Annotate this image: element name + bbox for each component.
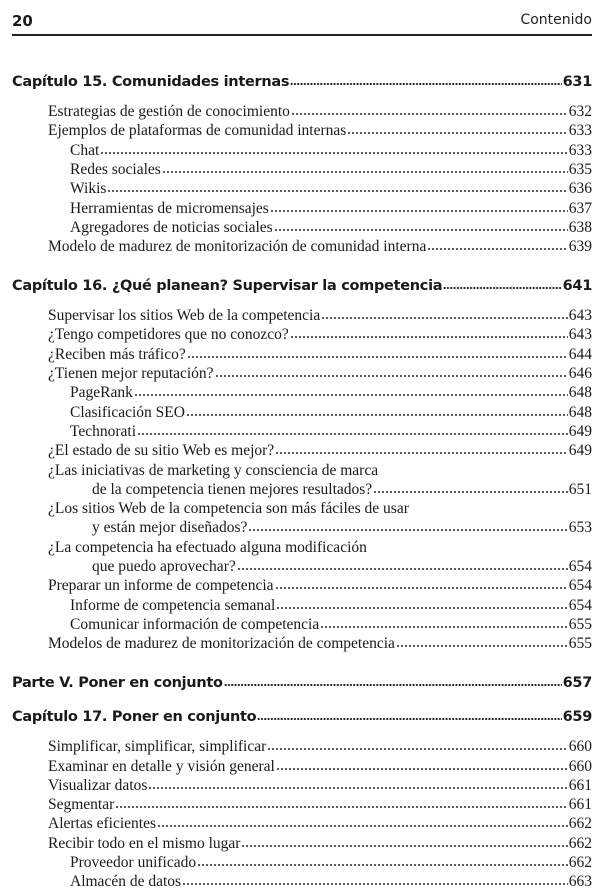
toc-page-number: 662	[568, 834, 592, 852]
toc-entry	[48, 103, 592, 122]
toc-entry-label: Modelos de madurez de monitorización de competencia	[48, 635, 395, 653]
toc-page-number: 654	[568, 558, 592, 575]
toc-entry	[48, 238, 592, 257]
dot-leader	[134, 394, 568, 396]
toc-page-number: 654	[568, 577, 592, 595]
toc-page-number: 659	[562, 709, 592, 726]
dot-leader	[157, 825, 568, 827]
dot-leader	[290, 83, 561, 85]
toc-entry-label: Clasificación SEO	[70, 403, 185, 421]
dot-leader	[276, 607, 567, 609]
toc-entry-label: ¿Los sitios Web de la competencia son más fáciles de usar	[48, 500, 409, 518]
toc-entry-continuation	[92, 558, 592, 577]
toc-entry-label: Visualizar datos	[48, 776, 148, 794]
toc-entry-label: y están mejor diseñados?	[92, 519, 248, 537]
toc-page-number: 639	[568, 238, 592, 256]
toc-entry-label: Preparar un informe de competencia	[48, 577, 274, 595]
toc-entry	[70, 384, 592, 403]
toc-page-number: 662	[568, 815, 592, 833]
toc-page-number: 641	[562, 278, 592, 295]
page-number: 20	[12, 12, 33, 30]
toc-entry-label: Herramientas de micromensajes	[70, 199, 269, 217]
toc-page-number: 643	[568, 307, 592, 325]
toc-entry-label: Alertas eficientes	[48, 815, 157, 833]
toc-entry	[48, 835, 592, 854]
toc-entry	[48, 346, 592, 365]
toc-page-number: 644	[568, 345, 592, 363]
toc-entry	[48, 777, 592, 796]
toc-entry-label: ¿Reciben más tráfico?	[48, 345, 186, 363]
toc-page-number: 643	[568, 326, 592, 344]
toc-page-number: 654	[568, 596, 592, 614]
toc-page-number: 661	[568, 796, 592, 814]
dot-leader	[257, 718, 561, 720]
dot-leader	[248, 529, 567, 531]
toc-entry-label: ¿El estado de su sitio Web es mejor?	[48, 442, 275, 460]
toc-entry	[48, 326, 592, 345]
running-header	[12, 10, 592, 36]
toc-entry-label: Informe de competencia semanal	[70, 596, 276, 614]
toc-page-number: 631	[562, 74, 592, 90]
toc-entry-label: Capítulo 15. Comunidades internas	[12, 74, 290, 90]
toc-entry-label: Simplificar, simplificar, simplificar	[48, 738, 267, 756]
toc-entry	[48, 307, 592, 326]
toc-page-number: 649	[568, 422, 592, 440]
toc-entry	[48, 738, 592, 757]
dot-leader	[107, 190, 567, 192]
toc-entry-continuation	[92, 519, 592, 538]
toc-page-number: 660	[568, 757, 592, 775]
toc-entry	[48, 500, 592, 519]
toc-page-number: 663	[568, 873, 592, 891]
toc-page-number: 638	[568, 218, 592, 236]
toc-entry-label: Wikis	[70, 180, 107, 198]
dot-leader	[215, 375, 568, 377]
toc-entry-label: Estrategias de gestión de conocimiento	[48, 103, 290, 120]
dot-leader	[100, 152, 567, 154]
toc-entry	[48, 577, 592, 596]
toc-entry	[70, 180, 592, 199]
toc-entry-label: Technorati	[70, 422, 137, 440]
toc-entry-label: ¿Tengo competidores que no conozco?	[48, 326, 289, 344]
toc-entry	[48, 635, 592, 654]
toc-page-number: 661	[568, 776, 592, 794]
toc-entry	[70, 423, 592, 442]
dot-leader	[182, 883, 568, 885]
toc-entry-label: Comunicar información de competencia	[70, 615, 320, 633]
section-title: Contenido	[520, 12, 592, 28]
toc-entry	[70, 404, 592, 423]
toc-entry	[70, 873, 592, 892]
toc-page-number: 655	[568, 635, 592, 653]
toc-page-number: 649	[568, 442, 592, 460]
toc-entry	[70, 142, 592, 161]
toc-entry-label: Almacén de datos	[70, 873, 182, 891]
toc-page-number: 635	[568, 160, 592, 178]
toc-page-number: 655	[568, 615, 592, 633]
dot-leader	[276, 768, 568, 770]
toc-entry-label: Parte V. Poner en conjunto	[12, 675, 223, 692]
toc-entry-label: Chat	[70, 141, 100, 159]
dot-leader	[148, 787, 567, 789]
toc-entry	[70, 161, 592, 180]
dot-leader	[137, 433, 568, 435]
toc-page-number: 632	[568, 103, 592, 120]
dot-leader	[321, 317, 568, 319]
toc-entry	[48, 365, 592, 384]
dot-leader	[270, 210, 568, 212]
toc-entry	[48, 539, 592, 558]
dot-leader	[347, 132, 567, 134]
toc-chapter	[12, 675, 592, 694]
dot-leader	[427, 248, 567, 250]
dot-leader	[197, 864, 568, 866]
toc-entry	[70, 854, 592, 873]
dot-leader	[320, 626, 568, 628]
toc-entry-label: Ejemplos de plataformas de comunidad internas	[48, 122, 347, 140]
toc-entry-label: Agregadores de noticias sociales	[70, 218, 273, 236]
dot-leader	[373, 491, 568, 493]
toc-page-number: 633	[568, 122, 592, 140]
toc-page-number: 662	[568, 854, 592, 871]
toc-page-number: 657	[562, 675, 592, 692]
toc-page-number: 636	[568, 180, 592, 198]
toc-entry-label: Capítulo 17. Poner en conjunto	[12, 709, 257, 726]
toc-entry-label: Examinar en detalle y visión general	[48, 757, 275, 775]
toc-chapter	[12, 278, 592, 297]
toc-entry-label: Segmentar	[48, 796, 115, 814]
toc-page-number: 648	[568, 403, 592, 421]
toc-entry	[48, 122, 592, 141]
dot-leader	[267, 748, 567, 750]
dot-leader	[241, 845, 567, 847]
dot-leader	[187, 356, 568, 358]
toc-entry	[48, 462, 592, 481]
toc-entry-label: de la competencia tienen mejores resultados?	[92, 480, 373, 498]
dot-leader	[443, 287, 561, 289]
toc-page-number: 633	[568, 141, 592, 159]
toc-entry	[48, 442, 592, 461]
toc-entry	[48, 758, 592, 777]
dot-leader	[275, 587, 568, 589]
toc-entry-label: que puedo aprovechar?	[92, 558, 236, 575]
toc-entry	[48, 796, 592, 815]
toc-entry-label: ¿La competencia ha efectuado alguna modificación	[48, 538, 367, 556]
toc-entry-label: ¿Las iniciativas de marketing y consciencia de marca	[48, 461, 379, 479]
toc-entry-label: Capítulo 16. ¿Qué planean? Supervisar la competencia	[12, 278, 443, 295]
toc-chapter	[12, 709, 592, 728]
toc-entry-label: Redes sociales	[70, 160, 161, 178]
dot-leader	[275, 452, 568, 454]
toc-page-number: 653	[568, 519, 592, 537]
dot-leader	[237, 568, 568, 570]
toc-entry	[48, 815, 592, 834]
toc-page-number: 648	[568, 384, 592, 402]
toc-entry-label: Modelo de madurez de monitorización de comunidad interna	[48, 238, 427, 256]
dot-leader	[162, 171, 568, 173]
toc-entry	[70, 200, 592, 219]
toc-entry-continuation	[92, 481, 592, 500]
toc-page-number: 646	[568, 365, 592, 382]
toc-page-number: 651	[568, 480, 592, 498]
dot-leader	[224, 684, 562, 686]
toc-entry-label: Proveedor unificado	[70, 854, 197, 871]
dot-leader	[274, 229, 568, 231]
dot-leader	[396, 645, 568, 647]
toc-entry-label: ¿Tienen mejor reputación?	[48, 365, 214, 382]
toc-entry-label: PageRank	[70, 384, 133, 402]
toc-chapter	[12, 74, 592, 93]
dot-leader	[186, 414, 568, 416]
toc-entry-label: Supervisar los sitios Web de la competencia	[48, 307, 321, 325]
toc-entry	[70, 597, 592, 616]
dot-leader	[290, 336, 568, 338]
toc-page-number: 637	[568, 199, 592, 217]
toc-entry	[70, 219, 592, 238]
toc-entry-label: Recibir todo en el mismo lugar	[48, 834, 241, 852]
toc-page-number: 660	[568, 738, 592, 756]
dot-leader	[115, 806, 567, 808]
toc-entry	[70, 616, 592, 635]
dot-leader	[291, 113, 568, 115]
